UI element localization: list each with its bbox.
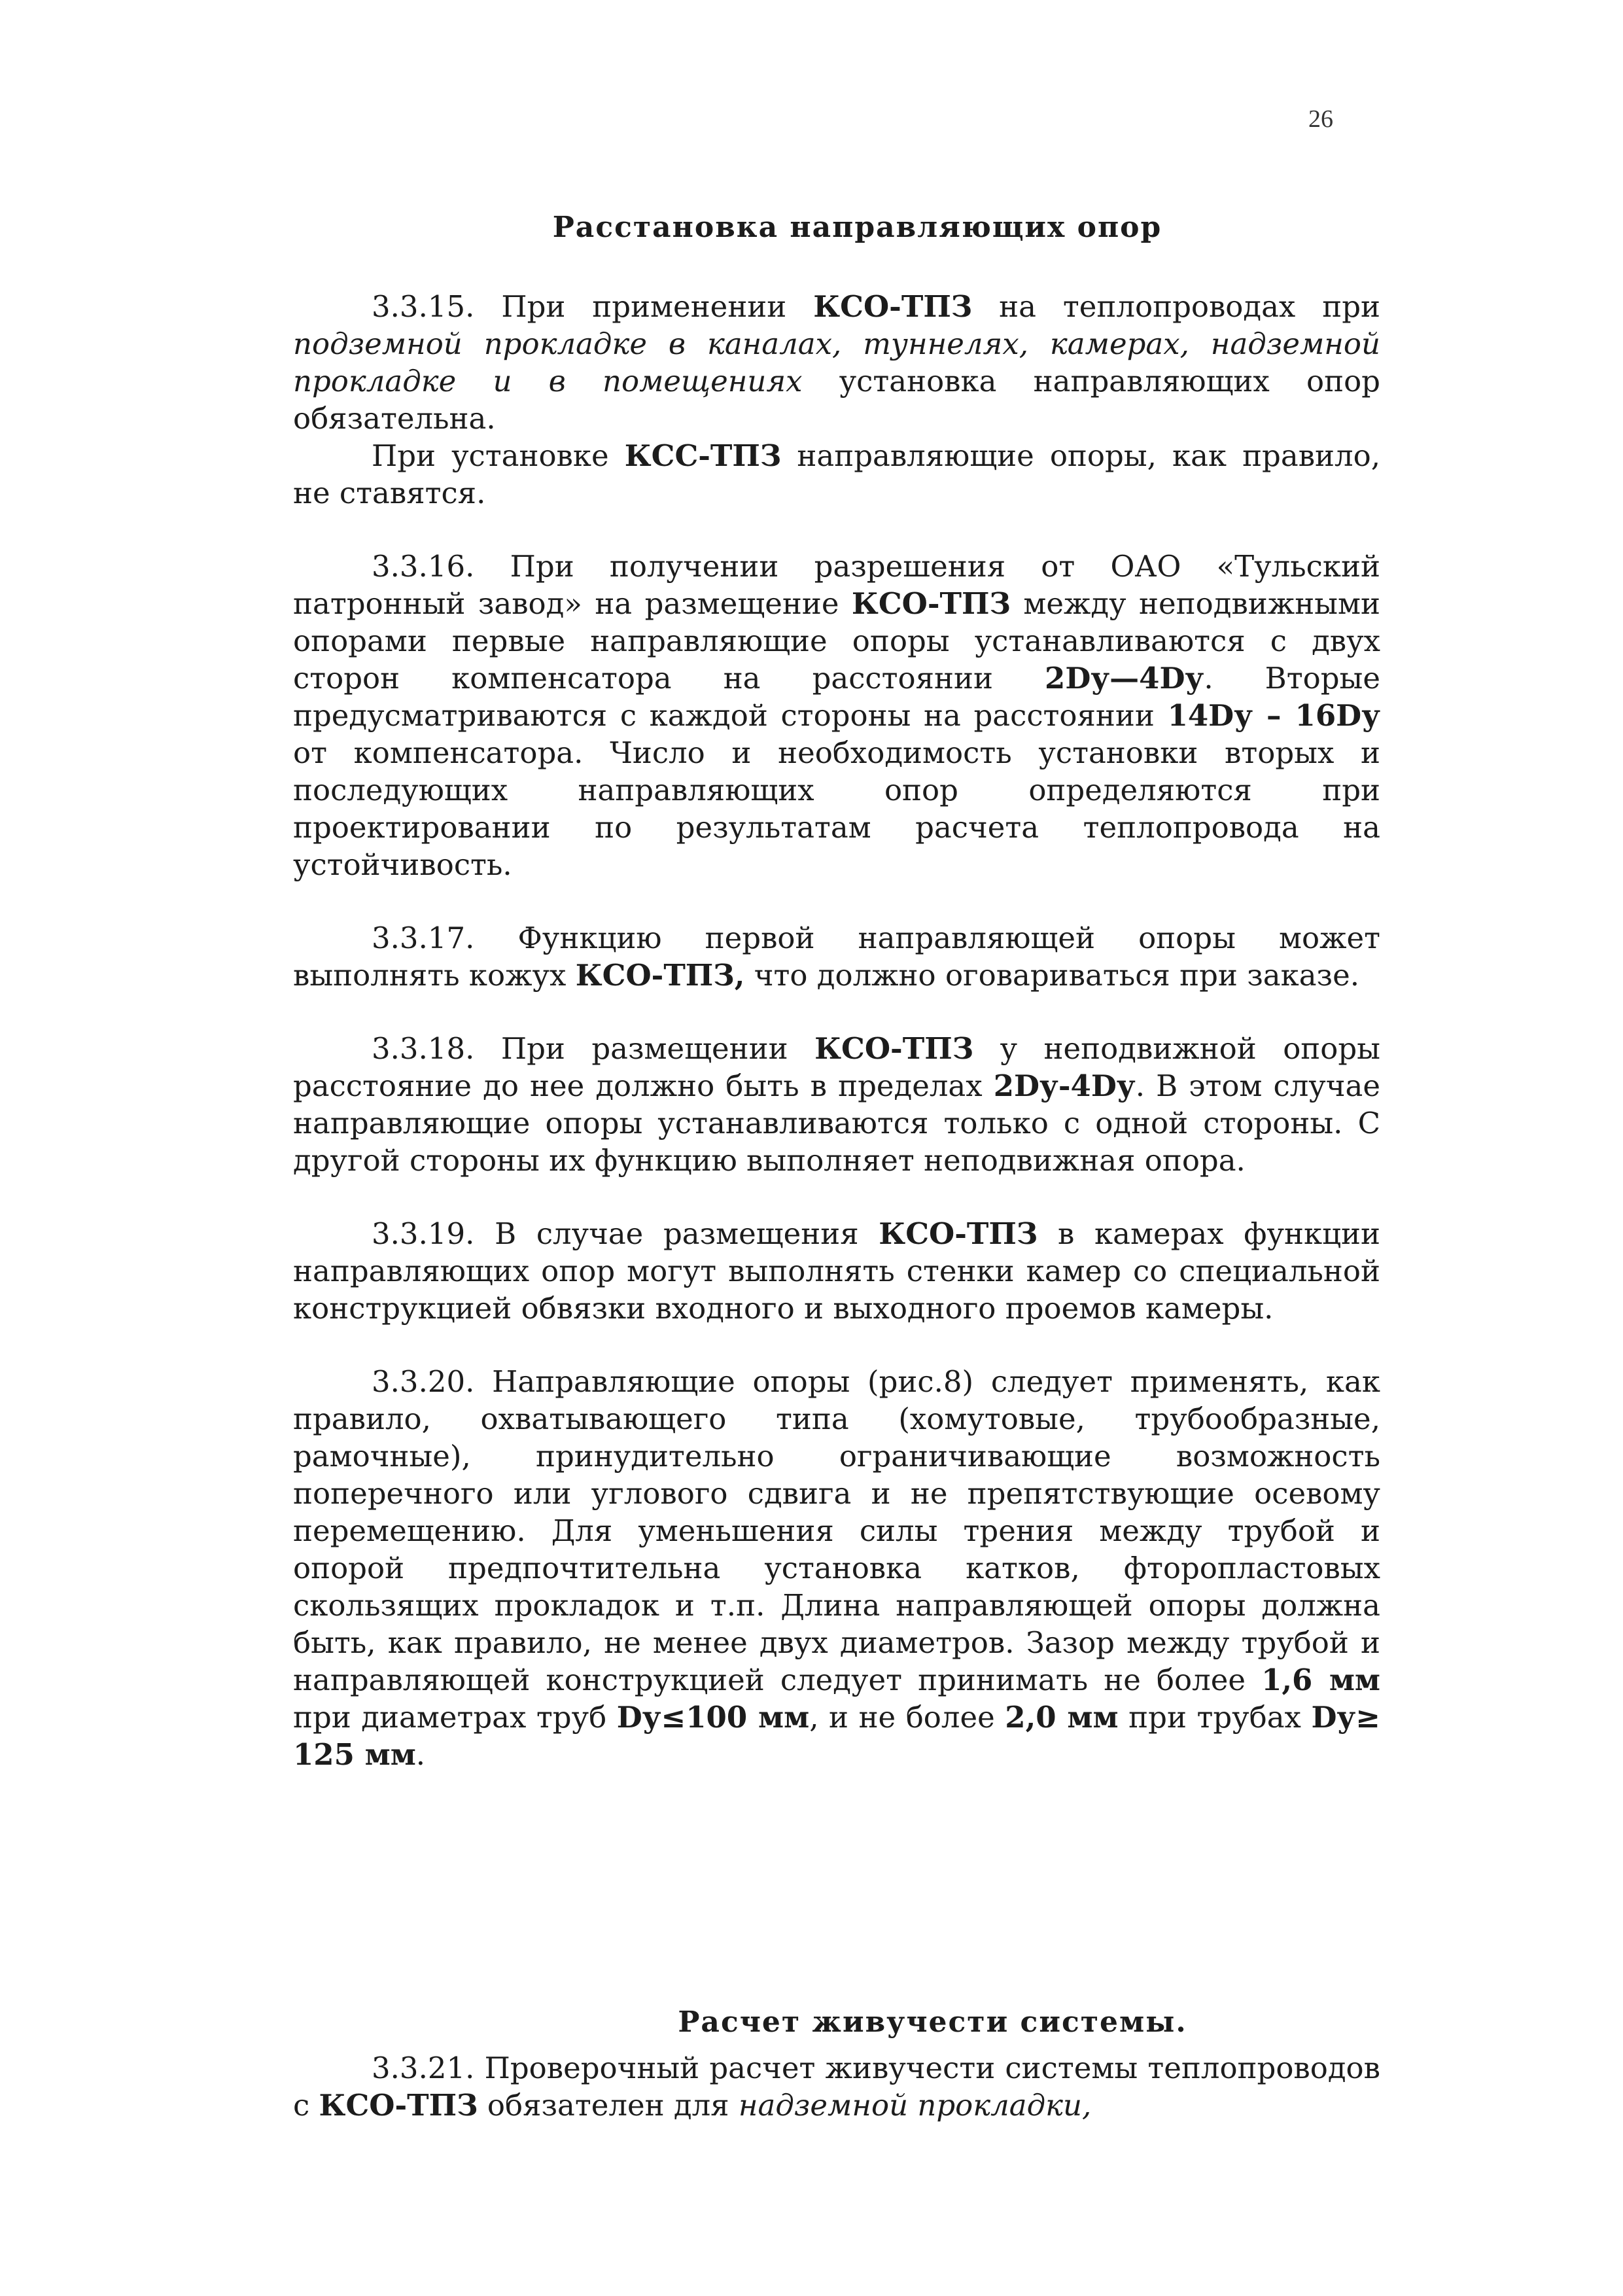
paragraph-3-3-16: 3.3.16. При получении разрешения от ОАО «Тульский патронный завод» на размещение КСО-ТПЗ между неподвижными опорами первые направляющие опоры устанавливаются с двух сторон компенсатора на расстоянии 2Dу—4Dу. Вторые предусматриваются с каждой стороны на расстоянии 14Dу – 16Dу от компенсатора. Число и необходимость установки вторых и последующих направляющих опор определяются при проектировании по результатам расчета теплопровода на устойчивость. [293, 549, 1380, 882]
page-number: 26 [1308, 105, 1333, 133]
paragraph-3-3-18: 3.3.18. При размещении КСО-ТПЗ у неподвижной опоры расстояние до нее должно быть в пределах 2Dу-4Dу. В этом случае направляющие опоры устанавливаются только с одной стороны. С другой стороны их функцию выполняет неподвижная опора. [293, 1031, 1380, 1178]
body-text [293, 288, 1380, 1773]
paragraph-3-3-15: 3.3.15. При применении КСО-ТПЗ на теплопроводах при подземной прокладке в каналах, туннелях, камерах, надземной прокладке и в помещениях установка направляющих опор обязательна. [293, 289, 1380, 436]
paragraph-3-3-19: 3.3.19. В случае размещения КСО-ТПЗ в камерах функции направляющих опор могут выполнять стенки камер со специальной конструкцией обвязки входного и выходного проемов камеры. [293, 1216, 1380, 1326]
body-text-continued [293, 2049, 1380, 2124]
paragraph-3-3-20: 3.3.20. Направляющие опоры (рис.8) следует применять, как правило, охватывающего типа (хомутовые, трубообразные, рамочные), принудительно ограничивающие возможность поперечного или углового сдвига и не препятствующие осевому перемещению. Для уменьшения силы трения между трубой и опорой предпочтительна установка катков, фторопластовых скользящих прокладок и т.п. Длина направляющей опоры должна быть, как правило, не менее двух диаметров. Зазор между трубой и направляющей конструкцией следует принимать не более 1,6 мм при диаметрах труб Dу≤100 мм, и не более 2,0 мм при трубах Dу≥ 125 мм. [293, 1364, 1380, 1772]
section-heading-supports: Расстановка направляющих опор [552, 211, 1162, 244]
paragraph-kss: При установке КСС-ТПЗ направляющие опоры, как правило, не ставятся. [293, 438, 1381, 510]
paragraph-3-3-21: 3.3.21. Проверочный расчет живучести системы теплопроводов с КСО-ТПЗ обязателен для надземной прокладки, [293, 2051, 1380, 2123]
paragraph-3-3-17: 3.3.17. Функцию первой направляющей опоры может выполнять кожух КСО-ТПЗ, что должно оговариваться при заказе. [293, 921, 1380, 993]
section-heading-survivability: Расчет живучести системы. [678, 2005, 1187, 2039]
